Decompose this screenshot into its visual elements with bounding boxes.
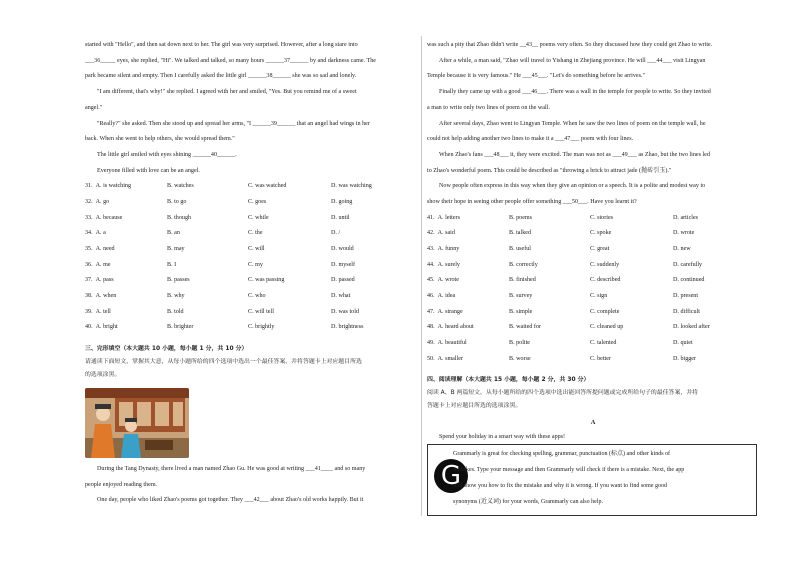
question-number: 39. <box>85 308 93 315</box>
question-option-d: D. looked after <box>673 324 710 331</box>
question-option-c: C. will <box>248 245 265 252</box>
question-number: 41. <box>427 214 435 221</box>
question-option-b: B. brighter <box>167 324 194 331</box>
question-option-a <box>427 273 509 289</box>
option-text: A. wrote <box>437 277 459 284</box>
option-text: A. me <box>95 261 111 268</box>
section-4-instruction-cont: 答题卡上对应题目所选的选项涂黑。 <box>427 403 522 410</box>
paragraph-line: to Zhao's wonderful poem. This could be described as "throwing a brick to attract jade (抛砖引玉)." <box>427 167 672 174</box>
question-number: 34. <box>85 230 93 237</box>
option-text: A. strange <box>437 308 463 315</box>
question-number: 47. <box>427 308 435 315</box>
paragraph-line: Everyone filled with love can be an angel. <box>97 167 200 174</box>
question-option-d: D. what <box>331 292 351 299</box>
question-option-d: D. bigger <box>673 355 697 362</box>
question-option-b: B. watches <box>167 183 194 190</box>
question-row <box>427 211 759 227</box>
section-4-title: 四、阅读理解（本大题共 15 小题，每小题 2 分，共 30 分） <box>427 377 590 384</box>
question-row <box>427 305 759 321</box>
question-row <box>85 289 417 305</box>
option-text: A. is watching <box>95 183 131 190</box>
question-option-b: B. worse <box>509 355 531 362</box>
option-text: A. because <box>95 214 123 221</box>
option-text: A. funny <box>437 246 460 253</box>
app-info-box <box>427 444 757 516</box>
illustration-graphic <box>85 388 189 458</box>
paragraph-line: ___36_____ eyes, she replied, "Hi". We talked and talked, so many hours ______37______ by and darkness came. The <box>85 57 376 64</box>
section-3-instruction-cont: 的选项涂黑。 <box>85 371 121 378</box>
paragraph-line: When Zhao's fans ___48___ it, they were excited. The man was not as ___49___ as Zhao, but the two lines led <box>439 151 710 158</box>
question-row <box>85 211 417 227</box>
question-number: 42. <box>427 230 435 237</box>
story-illustration <box>85 388 189 458</box>
paragraph-line: After a while, a man said, "Zhao will travel to Yishang in Zhejiang province. He will ___44___ visit Lingyan <box>439 57 706 64</box>
question-option-a <box>85 289 167 305</box>
question-option-d: D. articles <box>673 214 699 221</box>
question-option-a <box>85 226 167 242</box>
paragraph-line: park became silent and empty. Then I carefully asked the little girl ______38______ she was so sad and lonely. <box>85 73 357 80</box>
question-option-c: C. sign <box>590 293 608 300</box>
question-option-d: D. was told <box>331 308 359 315</box>
option-text: A. idea <box>437 293 456 300</box>
question-option-a <box>427 305 509 321</box>
option-text: A. pass <box>95 277 114 284</box>
question-option-b: B. an <box>167 230 180 237</box>
logo-letter: G <box>440 461 462 491</box>
question-row <box>85 242 417 258</box>
question-option-c: C. brightly <box>248 324 275 331</box>
column-divider <box>421 36 422 516</box>
option-text: A. bright <box>95 324 118 331</box>
question-row <box>427 289 759 305</box>
passage-text-continued <box>427 38 759 211</box>
paragraph-line: Finally they came up with a good ___46___. There was a wall in the temple for people to write. So they invited <box>439 89 711 96</box>
question-row <box>427 226 759 242</box>
question-row <box>85 195 417 211</box>
option-text: A. a <box>95 230 106 237</box>
question-row <box>85 258 417 274</box>
app-description-line: Grammarly is great for checking spelling, grammar, punctuation (标点) and other kinds of <box>453 451 671 457</box>
question-row <box>85 320 417 336</box>
question-row <box>85 273 417 289</box>
option-text: A. need <box>95 245 115 252</box>
question-option-c: C. spoke <box>590 230 612 237</box>
paragraph-line: was such a pity that Zhao didn't write __43__ poems very often. So they discussed how they could get Zhao to write. <box>427 42 713 48</box>
question-number: 44. <box>427 261 435 268</box>
question-row <box>85 179 417 195</box>
question-option-d: D. / <box>331 230 341 237</box>
question-option-d: D. passed <box>331 277 355 284</box>
question-number: 45. <box>427 277 435 284</box>
question-option-b: B. simple <box>509 308 533 315</box>
left-column <box>85 38 417 509</box>
question-option-c: C. better <box>590 355 611 362</box>
option-text: A. tell <box>95 308 111 315</box>
question-number: 40. <box>85 324 93 331</box>
question-option-a <box>427 258 509 274</box>
passage-text-bottom <box>85 462 417 509</box>
question-row <box>427 258 759 274</box>
paragraph-line: show their hope in seeing other people offer something ___50___. Have you learnt it? <box>427 199 637 206</box>
question-option-b: B. useful <box>509 246 532 253</box>
question-number: 38. <box>85 292 93 299</box>
paragraph-line: angel." <box>85 104 103 111</box>
question-option-c: C. was watched <box>248 183 287 190</box>
question-option-c: C. my <box>248 261 263 268</box>
passage-text-top <box>85 38 417 179</box>
app-description-line: mistakes. Type your message and then Grammarly will check if there is a mistake. Next, the app <box>453 466 685 473</box>
app-description-line: will show you how to fix the mistake and why it is wrong. If you want to find some good <box>453 482 667 489</box>
option-text: A. go <box>95 198 110 205</box>
question-option-c: C. will tell <box>248 308 274 315</box>
question-row <box>85 226 417 242</box>
question-option-c: C. was passing <box>248 277 285 284</box>
question-option-c: C. cleaned up <box>590 324 624 331</box>
question-row <box>427 242 759 258</box>
question-option-a <box>85 242 167 258</box>
paragraph-line: started with "Hello", and then sat down next to her. The girl was very surprised. However, after a long stare into <box>85 42 358 48</box>
question-option-a <box>85 258 167 274</box>
question-option-c: C. complete <box>590 308 620 315</box>
paragraph-line: "I am different, that's why!" she replied. I agreed with her and smiled, "Yes. But you remind me of a sweet <box>97 89 357 96</box>
question-option-a <box>427 226 509 242</box>
question-number: 31. <box>85 183 93 190</box>
app-description <box>453 447 753 511</box>
paragraph-line: people enjoyed reading them. <box>85 481 158 488</box>
option-text: A. when <box>95 292 117 299</box>
question-number: 37. <box>85 277 93 284</box>
option-text: A. heard about <box>437 324 474 331</box>
question-option-d: D. was watching <box>331 183 372 190</box>
question-option-d: D. brightness <box>331 324 364 331</box>
option-text: A. letters <box>437 214 460 221</box>
question-number: 33. <box>85 214 93 221</box>
question-option-d: D. until <box>331 214 350 221</box>
question-option-a <box>427 211 509 227</box>
question-option-b: B. may <box>167 245 185 252</box>
question-option-b: B. why <box>167 292 185 299</box>
question-option-b: B. told <box>167 308 184 315</box>
question-number: 48. <box>427 324 435 331</box>
question-option-b: B. survey <box>509 293 533 300</box>
question-option-d: D. present <box>673 293 699 300</box>
question-option-d: D. myself <box>331 261 356 268</box>
question-option-a <box>427 289 509 305</box>
question-option-a <box>85 320 167 336</box>
question-option-c: C. the <box>248 230 263 237</box>
question-option-a <box>427 320 509 336</box>
question-option-a <box>85 195 167 211</box>
question-number: 50. <box>427 355 435 362</box>
question-option-b: B. I <box>167 261 177 268</box>
question-option-d: D. wrote <box>673 230 695 237</box>
right-column <box>427 38 759 446</box>
section-3-instruction: 请通读下面短文，掌握其大意，从每小题所给的四个选项中选出一个最佳答案，并将答题卡上对应题目所选 <box>85 358 362 365</box>
paragraph-line: During the Tang Dynasty, there lived a man named Zhao Gu. He was good at writing ___41____ and so many <box>97 465 366 472</box>
question-option-d: D. quiet <box>673 339 693 346</box>
app-description-line: synonyms (近义词) for your words, Grammarly can also help. <box>453 498 603 505</box>
question-option-b: B. talked <box>509 230 532 237</box>
paragraph-line: back. When she went to help others, she would spread them." <box>85 136 235 143</box>
paragraph-line: After several days, Zhao went to Lingyan Temple. When he saw the two lines of poem on the temple wall, he <box>439 120 706 127</box>
question-option-b: B. though <box>167 214 192 221</box>
paragraph-line: One day, people who liked Zhao's poems got together. They ___42___ about Zhao's old works happily. But it <box>97 497 364 504</box>
question-number: 49. <box>427 339 435 346</box>
options-31-40 <box>85 179 417 336</box>
section-4-instruction: 阅读 A、B 两篇短文，从每小题所给的四个选项中选出能回答所提问题或完成所给句子的最佳答案，并将 <box>427 390 699 397</box>
question-option-b: B. polite <box>509 339 530 346</box>
question-option-b: B. correctly <box>509 261 538 268</box>
option-text: A. smaller <box>437 355 464 362</box>
question-option-c: C. while <box>248 214 269 221</box>
question-row <box>427 352 759 368</box>
question-option-d: D. continued <box>673 277 705 284</box>
question-option-d: D. would <box>331 245 354 252</box>
question-row <box>427 336 759 352</box>
question-number: 36. <box>85 261 93 268</box>
paragraph-line: Now people often express in this way when they give an opinion or a speech. It is a polite and modest way to <box>439 183 706 190</box>
question-row <box>85 305 417 321</box>
question-option-d: D. going <box>331 198 353 205</box>
paragraph-line: The little girl smiled with eyes shining ______40______. <box>97 151 237 158</box>
question-number: 46. <box>427 293 435 300</box>
question-option-d: D. difficult <box>673 308 700 315</box>
passage-intro: Spend your holiday in a smart way with these apps! <box>439 434 566 441</box>
question-option-b: B. to go <box>167 198 187 205</box>
question-option-a <box>427 336 509 352</box>
option-text: A. surely <box>437 261 460 268</box>
question-option-a <box>85 179 167 195</box>
question-row <box>427 320 759 336</box>
paragraph-line: Temple because it is very famous." He ___45___. "Let's do something before he arrives." <box>427 73 645 80</box>
question-option-c: C. suddenly <box>590 261 620 268</box>
question-option-b: B. poems <box>509 214 533 221</box>
question-number: 35. <box>85 245 93 252</box>
question-option-c: C. described <box>590 277 621 284</box>
question-option-a <box>427 242 509 258</box>
option-text: A. said <box>437 230 455 237</box>
passage-label: A <box>590 419 596 427</box>
paragraph-line: "Really?" she asked. Then she stood up and spread her arms, "I ______39______ that an angel had wings in her <box>97 120 370 127</box>
option-text: A. beautiful <box>437 339 467 346</box>
question-option-d: D. new <box>673 246 691 253</box>
question-option-c: C. who <box>248 292 266 299</box>
question-option-c: C. great <box>590 246 610 253</box>
question-option-a <box>85 305 167 321</box>
question-option-a <box>427 352 509 368</box>
options-41-50 <box>427 211 759 368</box>
paragraph-line: could not help adding another two lines to make it a ___47___ poem with four lines. <box>427 136 634 143</box>
question-option-d: D. carefully <box>673 261 703 268</box>
question-option-b: B. finished <box>509 277 536 284</box>
question-option-c: C. stories <box>590 214 614 221</box>
question-option-b: B. passes <box>167 277 190 284</box>
question-option-a <box>85 211 167 227</box>
question-option-c: C. talented <box>590 339 617 346</box>
question-option-b: B. waited for <box>509 324 541 331</box>
question-option-c: C. goes <box>248 198 267 205</box>
section-3-title: 三、完形填空（本大题共 10 小题，每小题 1 分，共 10 分） <box>85 345 248 352</box>
question-row <box>427 273 759 289</box>
paragraph-line: a man to write only two lines of poem on the wall. <box>427 104 550 111</box>
question-number: 43. <box>427 246 435 253</box>
question-number: 32. <box>85 198 93 205</box>
question-option-a <box>85 273 167 289</box>
